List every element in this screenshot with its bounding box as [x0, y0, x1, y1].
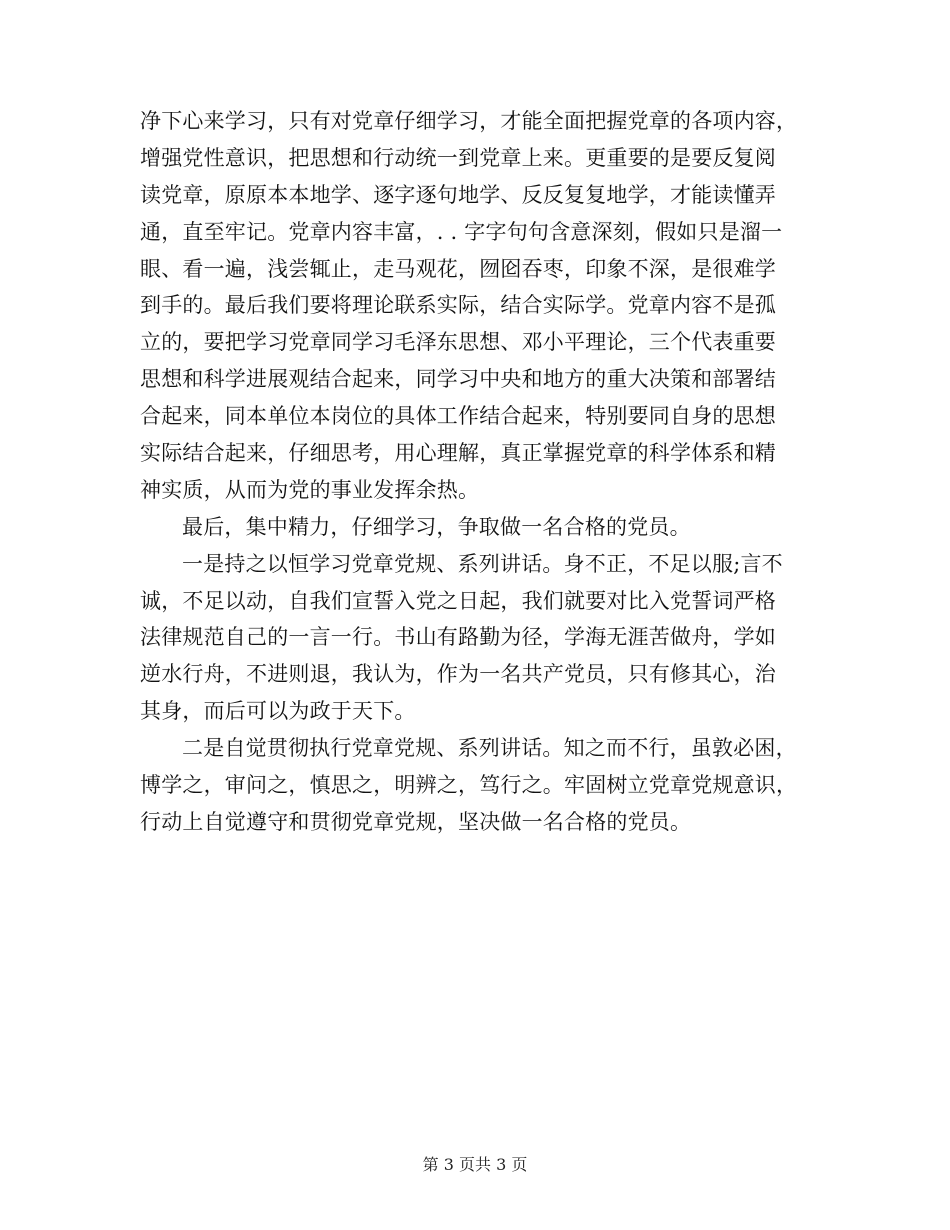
text-line: 其身，而后可以为政于天下。	[140, 699, 416, 724]
text-line: 净下心来学习，只有对党章仔细学习，才能全面把握党章的各项内容，	[140, 109, 798, 133]
text-line: 增强党性意识，把思想和行动统一到党章上来。更重要的是要反复阅	[140, 145, 776, 170]
text-line: 神实质，从而为党的事业发挥余热。	[140, 477, 480, 502]
text-line: 诚，不足以动，自我们宣誓入党之日起，我们就要对比入党誓词严格	[140, 588, 776, 613]
text-line: 行动上自觉遵守和贯彻党章党规，坚决做一名合格的党员。	[140, 809, 692, 834]
text-line: 思想和科学进展观结合起来，同学习中央和地方的重大决策和部署结	[140, 367, 776, 392]
text-line: 合起来，同本单位本岗位的具体工作结合起来，特别要同自身的思想	[140, 404, 776, 429]
text-line: 到手的。最后我们要将理论联系实际，结合实际学。党章内容不是孤	[140, 293, 776, 318]
text-line: 博学之，审问之，慎思之，明辨之，笃行之。牢固树立党章党规意识，	[140, 773, 798, 798]
text-line: 最后，集中精力，仔细学习，争取做一名合格的党员。	[182, 514, 691, 539]
text-line: 立的，要把学习党章同学习毛泽东思想、邓小平理论，三个代表重要	[140, 330, 776, 355]
text-line: 通，直至牢记。党章内容丰富，. . 字字句句含意深刻，假如只是溜一	[140, 219, 783, 244]
text-line: 逆水行舟，不进则退，我认为，作为一名共产党员，只有修其心，治	[140, 662, 776, 687]
page-footer: 第 3 页共 3 页	[422, 1155, 528, 1174]
text-line: 实际结合起来，仔细思考，用心理解，真正掌握党章的科学体系和精	[140, 441, 776, 466]
text-line: 读党章，原原本本地学、逐字逐句地学、反反复复地学，才能读懂弄	[140, 182, 776, 207]
text-line: 二是自觉贯彻执行党章党规、系列讲话。知之而不行，虽敦必困，	[182, 736, 797, 761]
document-body	[140, 103, 812, 841]
text-line: 眼、看一遍，浅尝辄止，走马观花，囫囵吞枣，印象不深，是很难学	[140, 256, 776, 281]
text-line: 一是持之以恒学习党章党规、系列讲话。身不正，不足以服;言不	[182, 551, 783, 576]
text-line: 法律规范自己的一言一行。书山有路勤为径，学海无涯苦做舟，学如	[140, 625, 776, 650]
